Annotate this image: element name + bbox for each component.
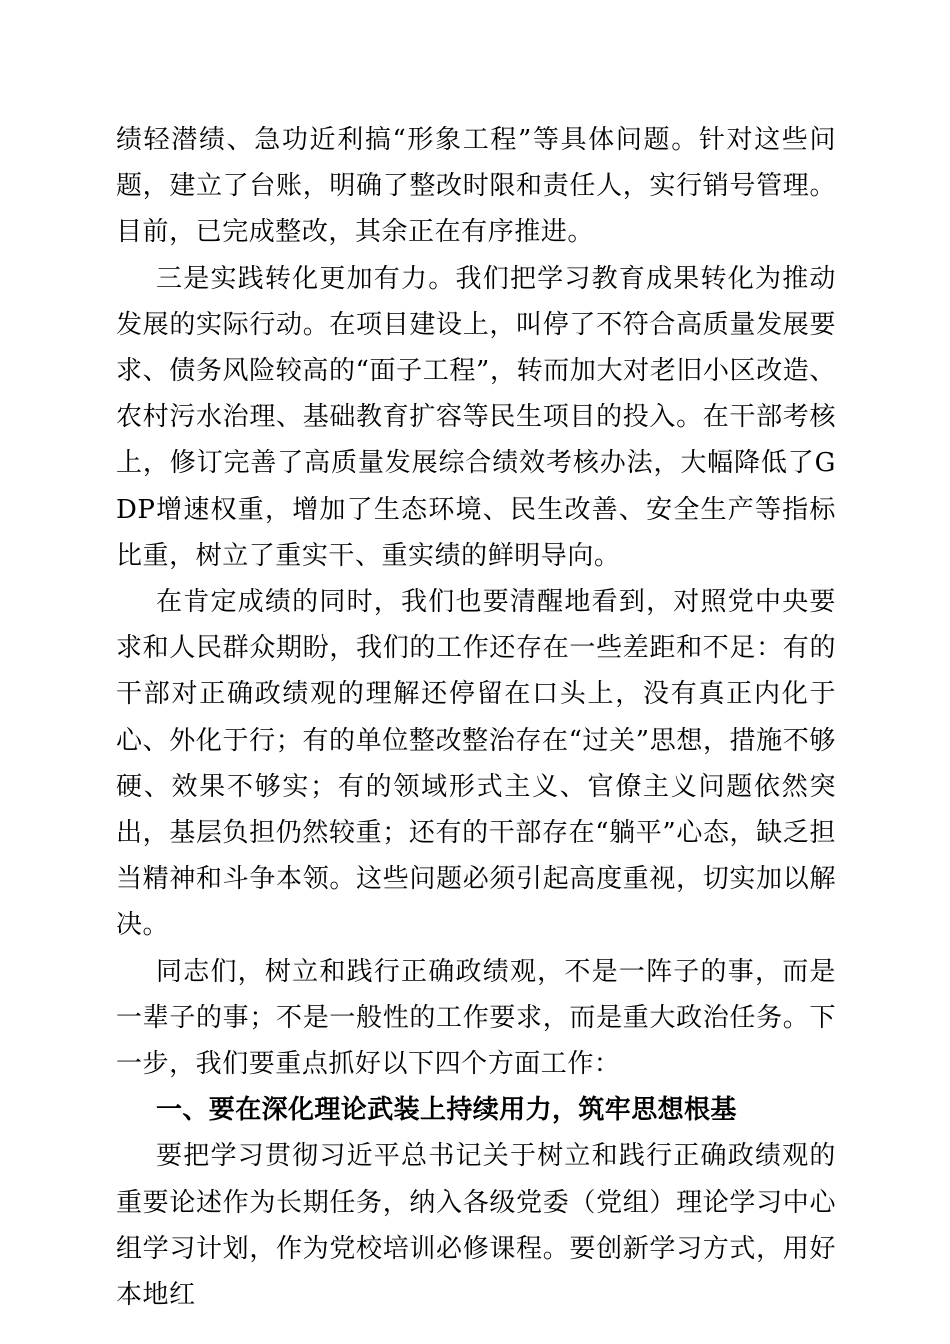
paragraph-rectification-status: 绩轻潜绩、急功近利搞“形象工程”等具体问题。针对这些问题，建立了台账，明确了整改时限和责任人，实行销号管理。目前，已完成整改，其余正在有序推进。 [116, 125, 836, 248]
section-heading-theory: 一、要在深化理论武装上持续用力，筑牢思想根基 [156, 1095, 737, 1126]
paragraph-next-steps: 同志们，树立和践行正确政绩观，不是一阵子的事，而是一辈子的事；不是一般性的工作要求，而是重大政治任务。下一步，我们要重点抓好以下四个方面工作： [116, 956, 836, 1080]
paragraph-theory-study: 要把学习贯彻习近平总书记关于树立和践行正确政绩观的重要论述作为长期任务，纳入各级党委（党组）理论学习中心组学习计划，作为党校培训必修课程。要创新学习方式，用好本地红 [116, 1141, 836, 1311]
document-body [116, 117, 836, 1318]
paragraph-practice-transformation: 三是实践转化更加有力。我们把学习教育成果转化为推动发展的实际行动。在项目建设上，叫停了不符合高质量发展要求、债务风险较高的“面子工程”，转而加大对老旧小区改造、农村污水治理、基础教育扩容等民生项目的投入。在干部考核上，修订完善了高质量发展综合绩效考核办法，大幅降低了GDP增速权重，增加了生态环境、民生改善、安全生产等指标比重，树立了重实干、重实绩的鲜明导向。 [116, 263, 836, 571]
paragraph-shortcomings: 在肯定成绩的同时，我们也要清醒地看到，对照党中央要求和人民群众期盼，我们的工作还存在一些差距和不足：有的干部对正确政绩观的理解还停留在口头上，没有真正内化于心、外化于行；有的单位整改整治存在“过关”思想，措施不够硬、效果不够实；有的领域形式主义、官僚主义问题依然突出，基层负担仍然较重；还有的干部存在“躺平”心态，缺乏担当精神和斗争本领。这些问题必须引起高度重视，切实加以解决。 [116, 587, 836, 941]
